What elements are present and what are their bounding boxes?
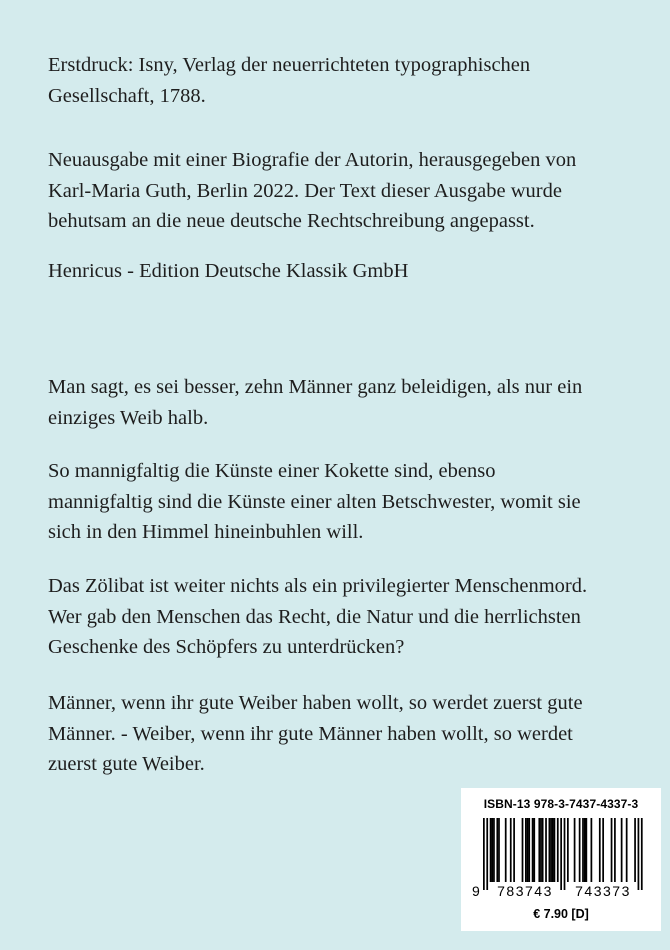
barcode-bar — [533, 818, 535, 882]
barcode-bar — [525, 818, 527, 882]
barcode-bar — [634, 818, 636, 882]
quote-paragraph — [48, 571, 648, 663]
text-line: Männer, wenn ihr gute Weiber haben wollt, so werdet zuerst gute — [48, 692, 583, 714]
barcode-bar — [491, 818, 493, 882]
barcode-bar — [599, 818, 601, 882]
text-line: So mannigfaltig die Künste einer Kokette sind, ebenso — [48, 460, 496, 482]
barcode-bar — [560, 818, 562, 890]
barcode-bar — [591, 818, 593, 882]
barcode-bar — [550, 818, 552, 882]
quote-paragraph — [48, 688, 648, 780]
barcode-bar — [579, 818, 581, 882]
barcode-bar — [611, 818, 613, 882]
text-line: Henricus - Edition Deutsche Klassik GmbH — [48, 260, 409, 282]
barcode-bar — [496, 818, 498, 882]
barcode-left-digits: 783743 — [497, 883, 553, 898]
text-line: behutsam an die neue deutsche Rechtschreibung angepasst. — [48, 210, 535, 232]
text-line: Gesellschaft, 1788. — [48, 84, 206, 107]
barcode-bar — [532, 818, 534, 882]
barcode-bar — [540, 818, 542, 882]
barcode-bar — [557, 818, 559, 882]
barcode-bar — [522, 818, 524, 882]
barcode-bar — [498, 818, 500, 882]
imprint-first-print — [48, 50, 648, 111]
barcode-bar — [549, 818, 551, 882]
text-line: Wer gab den Menschen das Recht, die Natur und die herrlichsten — [48, 605, 581, 628]
text-line: mannigfaltig sind die Künste einer alten Betschwester, womit sie — [48, 490, 581, 513]
barcode-lead-digit: 9 — [472, 883, 480, 898]
quote-paragraph — [48, 456, 648, 548]
barcode-bar — [527, 818, 529, 882]
text-line: sich in den Himmel hineinbuhlen will. — [48, 521, 364, 543]
text-line: Männer. - Weiber, wenn ihr gute Männer haben wollt, so werdet — [48, 722, 573, 745]
barcode-bar — [626, 818, 628, 882]
barcode-bar — [614, 818, 616, 882]
text-line: Das Zölibat ist weiter nichts als ein privilegierter Menschenmord. — [48, 575, 588, 597]
price-label: € 7.90 [D] — [533, 907, 589, 921]
barcode-bar — [545, 818, 547, 882]
text-line: Karl-Maria Guth, Berlin 2022. Der Text dieser Ausgabe wurde — [48, 179, 562, 202]
barcode-bar — [641, 818, 643, 890]
barcode-bar — [574, 818, 576, 882]
barcode-bar — [483, 818, 485, 890]
barcode-label — [461, 788, 661, 931]
barcode-bar — [621, 818, 623, 882]
text-line: zuerst gute Weiber. — [48, 753, 205, 775]
barcode-bars — [483, 818, 643, 890]
text-line: Man sagt, es sei besser, zehn Männer ganz beleidigen, als nur ein — [48, 376, 583, 398]
barcode-bar — [505, 818, 507, 882]
barcode-bar — [582, 818, 584, 882]
barcode-bar — [554, 818, 556, 882]
barcode-bar — [638, 818, 640, 890]
barcode-bar — [486, 818, 488, 890]
barcode-bar — [602, 818, 604, 882]
barcode-bar — [585, 818, 587, 882]
text-line: Geschenke des Schöpfers zu unterdrücken? — [48, 636, 405, 658]
barcode-bar — [552, 818, 554, 882]
quote-paragraph — [48, 372, 648, 433]
barcode-right-digits: 743373 — [575, 883, 631, 898]
barcode-bar — [490, 818, 492, 882]
imprint-new-edition — [48, 145, 648, 237]
barcode-bar — [542, 818, 544, 882]
isbn-label: ISBN-13 978-3-7437-4337-3 — [483, 797, 639, 811]
barcode-bar — [513, 818, 515, 882]
barcode-bar — [493, 818, 495, 882]
text-line: einziges Weib halb. — [48, 406, 209, 429]
barcode-bar — [538, 818, 540, 882]
imprint-publisher — [48, 256, 648, 287]
ean13-barcode — [469, 818, 654, 898]
barcode-bar — [584, 818, 586, 882]
barcode-bar — [564, 818, 566, 890]
barcode-bar — [528, 818, 530, 882]
barcode-bar — [567, 818, 569, 882]
barcode-bar — [510, 818, 512, 882]
text-line: Neuausgabe mit einer Biografie der Autorin, herausgegeben von — [48, 149, 577, 171]
text-line: Erstdruck: Isny, Verlag der neuerrichteten typographischen — [48, 54, 531, 76]
